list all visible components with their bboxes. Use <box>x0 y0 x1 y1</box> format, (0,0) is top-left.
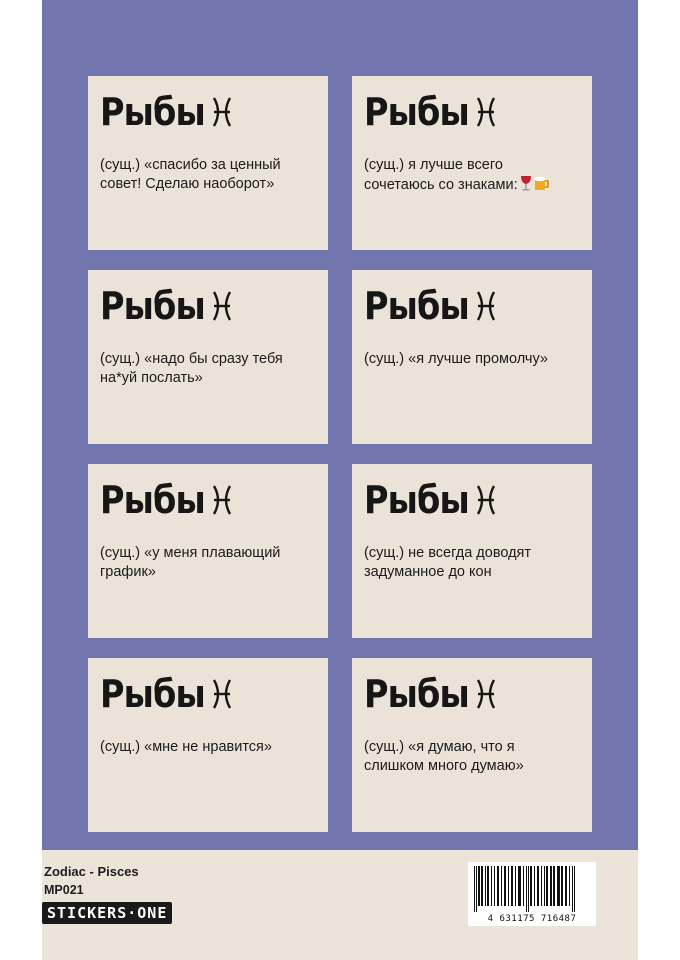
card-title-text: Рыбы <box>100 284 205 328</box>
card-title <box>364 474 580 526</box>
card-title <box>364 86 580 138</box>
pisces-icon <box>211 288 233 324</box>
card-title <box>100 280 316 332</box>
card-text: (сущ.) «у меня плавающий график» <box>100 545 281 580</box>
card-text: (сущ.) не всегда доводят задуманное до кон <box>364 545 532 580</box>
product-title: Zodiac - Pisces <box>44 864 139 879</box>
pisces-icon <box>211 676 233 712</box>
sticker-card[interactable] <box>88 270 328 444</box>
product-code: MP021 <box>44 883 84 897</box>
card-title <box>364 280 580 332</box>
card-title-text: Рыбы <box>364 478 469 522</box>
sticker-card[interactable] <box>352 464 592 638</box>
sticker-sheet <box>42 0 638 960</box>
card-title-text: Рыбы <box>364 284 469 328</box>
sticker-card[interactable] <box>88 464 328 638</box>
card-title-text: Рыбы <box>100 478 205 522</box>
wine-glass-icon <box>520 175 532 197</box>
pisces-icon <box>211 94 233 130</box>
sticker-card[interactable] <box>352 658 592 832</box>
card-title <box>100 668 316 720</box>
pisces-icon <box>475 676 497 712</box>
card-title-text: Рыбы <box>100 672 205 716</box>
card-title <box>100 86 316 138</box>
card-title <box>100 474 316 526</box>
card-text: (сущ.) «я лучше промолчу» <box>364 351 548 367</box>
card-title <box>364 668 580 720</box>
sticker-card[interactable] <box>352 76 592 250</box>
pisces-icon <box>475 94 497 130</box>
card-text: (сущ.) «я думаю, что я слишком много думаю» <box>364 739 524 774</box>
card-text: (сущ.) «надо бы сразу тебя на*уй послать» <box>100 351 283 386</box>
barcode <box>468 862 596 926</box>
brand-logo: STICKERS·ONE <box>42 902 172 924</box>
beer-mug-icon <box>534 175 550 197</box>
card-text: (сущ.) «мне не нравится» <box>100 739 272 755</box>
card-text: (сущ.) «спасибо за ценный совет! Сделаю наоборот» <box>100 157 281 192</box>
card-title-text: Рыбы <box>364 672 469 716</box>
sticker-card[interactable] <box>88 76 328 250</box>
card-text-with-emoji <box>364 156 580 197</box>
pisces-icon <box>211 482 233 518</box>
sticker-card[interactable] <box>88 658 328 832</box>
barcode-digits: 4 631175 716487 <box>487 914 577 924</box>
card-title-text: Рыбы <box>100 90 205 134</box>
sticker-backing <box>42 0 638 850</box>
card-title-text: Рыбы <box>364 90 469 134</box>
barcode-bars <box>468 862 596 914</box>
pisces-icon <box>475 288 497 324</box>
sticker-card[interactable] <box>352 270 592 444</box>
card-text: (сущ.) я лучше всего сочетаюсь со знаками: <box>364 157 518 193</box>
pisces-icon <box>475 482 497 518</box>
